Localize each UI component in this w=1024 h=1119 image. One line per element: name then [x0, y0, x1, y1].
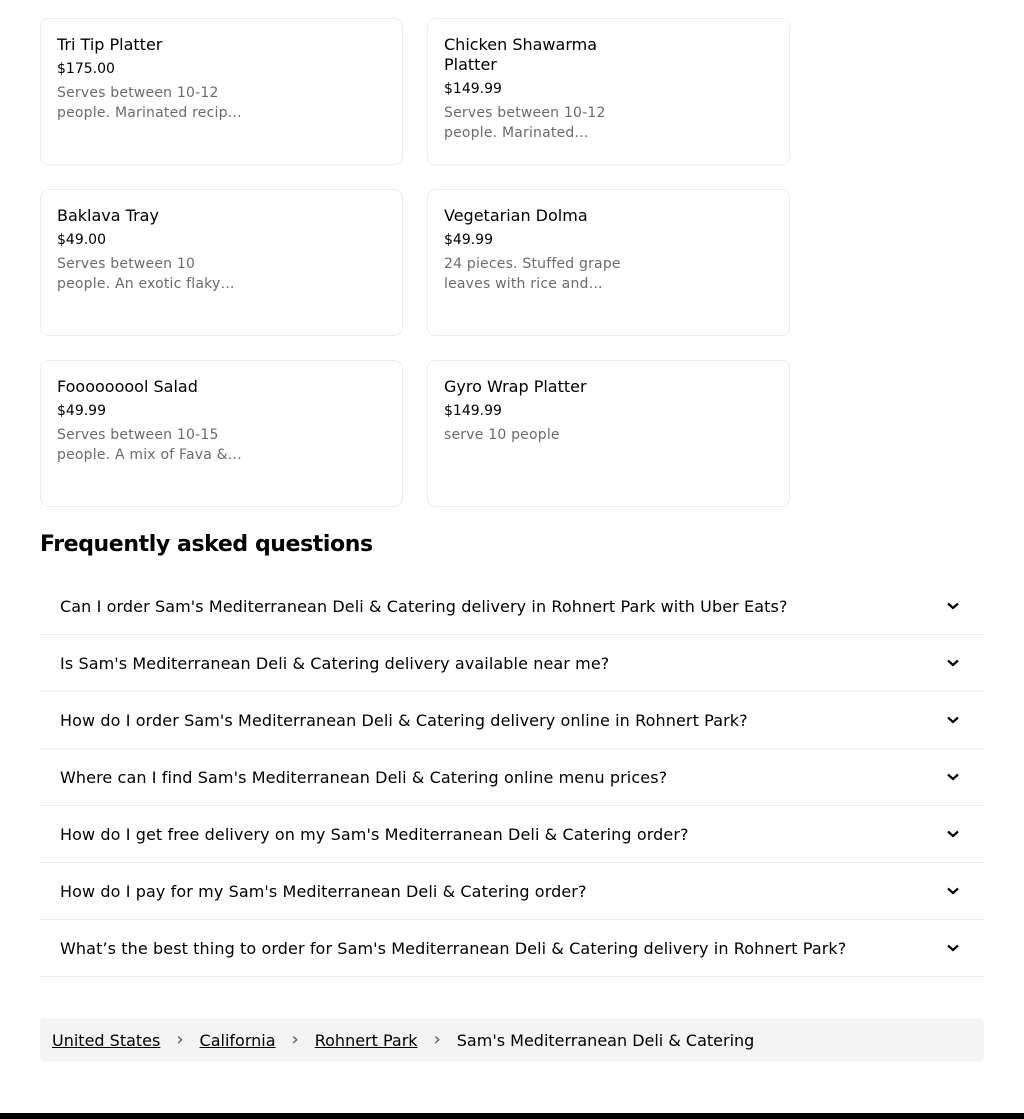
menu-item-description: serve 10 people [444, 427, 560, 443]
chevron-down-icon [946, 827, 960, 841]
faq-list [40, 578, 984, 977]
breadcrumb-link-state[interactable]: California [199, 1030, 276, 1050]
faq-item[interactable] [40, 749, 984, 806]
menu-item-description: Serves between 10-12 people. Marinated recip… [57, 85, 242, 121]
menu-item-price: $49.00 [57, 232, 106, 248]
breadcrumb-link-city[interactable]: Rohnert Park [314, 1030, 418, 1050]
faq-question: What’s the best thing to order for Sam's Mediterranean Deli & Catering delivery in Rohnert Park? [60, 938, 847, 958]
menu-item-price: $149.99 [444, 403, 502, 419]
menu-item-card[interactable] [427, 189, 790, 336]
breadcrumb [40, 1018, 984, 1062]
menu-item-name: Tri Tip Platter [57, 35, 163, 54]
chevron-down-icon [946, 599, 960, 613]
faq-question: How do I order Sam's Mediterranean Deli & Catering delivery online in Rohnert Park? [60, 710, 748, 730]
chevron-down-icon [946, 884, 960, 898]
chevron-down-icon [946, 941, 960, 955]
menu-item-price: $49.99 [444, 232, 493, 248]
faq-item[interactable] [40, 578, 984, 635]
menu-item-card[interactable] [427, 18, 790, 165]
menu-item-description: Serves between 10-12 people. Marinated… [444, 105, 606, 141]
menu-item-card[interactable] [40, 360, 403, 507]
breadcrumb-current: Sam's Mediterranean Deli & Catering [456, 1030, 755, 1050]
menu-item-card[interactable] [40, 189, 403, 336]
faq-question: Where can I find Sam's Mediterranean Deli & Catering online menu prices? [60, 767, 668, 787]
faq-question: Is Sam's Mediterranean Deli & Catering delivery available near me? [60, 653, 610, 673]
menu-item-description: Serves between 10-15 people. A mix of Fava &… [57, 427, 242, 463]
faq-item[interactable] [40, 806, 984, 863]
chevron-down-icon [946, 713, 960, 727]
menu-item-description: 24 pieces. Stuffed grape leaves with rice and… [444, 256, 621, 292]
menu-item-name: Baklava Tray [57, 206, 159, 225]
menu-item-name: Gyro Wrap Platter [444, 377, 587, 396]
breadcrumb-separator: › [433, 1029, 441, 1050]
chevron-down-icon [946, 656, 960, 670]
breadcrumb-separator: › [291, 1029, 299, 1050]
menu-item-name: Vegetarian Dolma [444, 206, 588, 225]
menu-item-price: $175.00 [57, 61, 115, 77]
menu-item-card[interactable] [427, 360, 790, 507]
menu-item-card[interactable] [40, 18, 403, 165]
faq-question: Can I order Sam's Mediterranean Deli & Catering delivery in Rohnert Park with Uber Eats? [60, 596, 788, 616]
faq-heading: Frequently asked questions [40, 532, 373, 557]
faq-item[interactable] [40, 863, 984, 920]
breadcrumb-separator: › [176, 1029, 184, 1050]
faq-item[interactable] [40, 635, 984, 692]
menu-item-price: $49.99 [57, 403, 106, 419]
menu-item-name: Chicken Shawarma Platter [444, 35, 597, 74]
faq-question: How do I get free delivery on my Sam's Mediterranean Deli & Catering order? [60, 824, 689, 844]
menu-item-name: Fooooooool Salad [57, 377, 198, 396]
chevron-down-icon [946, 770, 960, 784]
menu-item-price: $149.99 [444, 81, 502, 97]
faq-item[interactable] [40, 920, 984, 977]
faq-question: How do I pay for my Sam's Mediterranean Deli & Catering order? [60, 881, 587, 901]
faq-item[interactable] [40, 692, 984, 749]
breadcrumb-link-country[interactable]: United States [52, 1030, 161, 1050]
menu-item-description: Serves between 10 people. An exotic flaky… [57, 256, 235, 292]
footer-top-edge [0, 1113, 1024, 1119]
